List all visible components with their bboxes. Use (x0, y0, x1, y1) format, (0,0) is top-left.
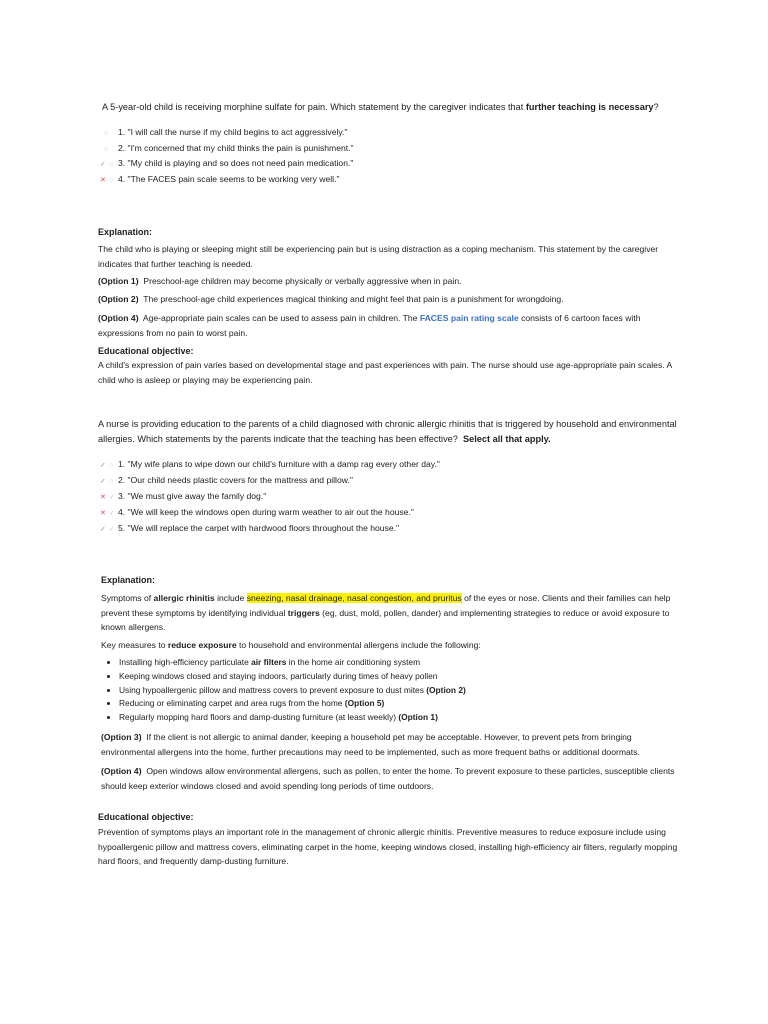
q1-question-end: ? (653, 102, 659, 112)
incorrect-x-icon: ✕ (100, 494, 106, 501)
q1-option1-explanation (98, 274, 678, 289)
q1-objective-text: A child's expression of pain varies based on developmental stage and past experiences with pain. The nurse should use age-appropriate pain scales. A child who is asleep or playing may be experiencing pain. (98, 360, 672, 385)
correct-check-icon: ✓ (100, 161, 106, 168)
text: Keeping windows closed and staying indoors, particularly during times of heavy pollen (119, 670, 438, 681)
radio-icon: ○ (104, 130, 109, 137)
text-bold: allergic rhinitis (153, 593, 215, 603)
q2-explanation-para1 (101, 591, 681, 635)
text: Regularly mopping hard floors and damp-dusting furniture (at least weekly) (119, 712, 396, 723)
list-item (119, 711, 681, 725)
text: Reducing or eliminating carpet and area rugs from the home (119, 698, 343, 709)
q2-question-text: A nurse is providing education to the parents of a child diagnosed with chronic allergic rhinitis that is triggered by household and environmental allergies. Which statements by the parents indicate that the teaching has been effective? (98, 419, 677, 444)
q1-option2-explanation (98, 292, 678, 307)
option-text-cont: consists of 6 cartoon faces with expressions from no pain to worst pain. (98, 313, 641, 338)
option-text: Age-appropriate pain scales can be used to assess pain in children. The (142, 313, 418, 323)
text-bold: triggers (287, 607, 320, 618)
q2-option-5-text: 5. "We will replace the carpet with hardwood floors throughout the house." (118, 523, 400, 533)
correct-check-icon: ✓ (100, 526, 106, 533)
radio-icon: ○ (109, 161, 114, 168)
list-item (119, 656, 681, 670)
q1-question (102, 100, 672, 115)
q1-option-2-text: 2. "I'm concerned that my child thinks the pain is punishment." (118, 143, 354, 153)
option-label: (Option 1) (98, 276, 139, 286)
text: in the home air conditioning system (288, 657, 421, 667)
q2-objective-heading: Educational objective: (98, 812, 194, 822)
option-label: (Option 4) (98, 313, 139, 323)
q1-option4-explanation (98, 311, 678, 340)
faces-scale-link[interactable]: FACES pain rating scale (419, 313, 519, 323)
text-bold: (Option 5) (344, 698, 385, 709)
highlighted-text: sneezing, nasal drainage, nasal congestion, and pruritus (246, 593, 462, 603)
checkbox-icon: ○ (109, 462, 114, 469)
option-label: (Option 2) (98, 294, 139, 304)
q1-question-emphasis: further teaching is necessary (525, 102, 654, 112)
text: to household and environmental allergens include the following: (239, 640, 481, 650)
q2-explanation-heading: Explanation: (101, 575, 156, 585)
q2-option-4[interactable] (100, 506, 414, 520)
radio-icon: ○ (104, 146, 109, 153)
radio-icon: ○ (109, 177, 114, 184)
q1-objective-heading: Educational objective: (98, 346, 194, 356)
checkbox-icon: ✓ (109, 494, 115, 501)
q1-option-3[interactable] (100, 157, 353, 171)
correct-check-icon: ✓ (100, 462, 106, 469)
text: of the eyes or nose. Clients and their families can help prevent these symptoms by identifying individual (101, 593, 671, 618)
q2-bullet-list (101, 656, 681, 725)
q2-question (98, 417, 680, 446)
q1-explanation-heading: Explanation: (98, 227, 153, 237)
correct-check-icon: ✓ (100, 478, 106, 485)
option-text: Open windows allow environmental allergens, such as pollen, to enter the home. To prevent exposure to these particles, susceptible clients should keep exterior windows closed and avoid spending long periods of time outdoors. (101, 766, 675, 791)
text: (eg, dust, mold, pollen, dander) and implementing strategies to reduce or avoid exposure to known allergens. (101, 607, 670, 632)
list-item (119, 697, 681, 711)
q2-option-2-text: 2. "Our child needs plastic covers for the mattress and pillow." (118, 475, 353, 485)
q1-option-1[interactable] (104, 126, 347, 140)
q1-option-1-text: 1. "I will call the nurse if my child begins to act aggressively." (118, 127, 348, 137)
q2-objective-text: Prevention of symptoms plays an important role in the management of chronic allergic rhinitis. Preventive measures to reduce exposure include using hypoallergenic pillow and mattress covers, eliminating carpet in the home, keeping windows closed, installing high-efficiency air filters, regularly mopping hard floors, and frequently damp-dusting furniture. (98, 827, 678, 866)
q2-option3-explanation (101, 730, 681, 759)
text-bold: air filters (251, 657, 287, 667)
q2-option-3-text: 3. "We must give away the family dog." (118, 491, 267, 501)
text: include (217, 593, 245, 603)
checkbox-icon: ✓ (109, 510, 115, 517)
option-label: (Option 3) (101, 732, 142, 742)
option-label: (Option 4) (101, 766, 142, 776)
option-text: Preschool-age children may become physically or verbally aggressive when in pain. (143, 276, 462, 286)
text-bold: reduce exposure (167, 640, 237, 650)
q2-option-1[interactable] (100, 458, 440, 472)
option-text: If the client is not allergic to animal dander, keeping a household pet may be acceptable. However, to prevent pets from bringing environmental allergens into the home, further precautions may need to be implemented, such as more frequent baths or additional doormats. (101, 732, 640, 757)
q2-option-4-text: 4. "We will keep the windows open during warm weather to air out the house." (118, 507, 414, 517)
text-bold: (Option 2) (426, 684, 466, 695)
q1-question-text: A 5-year-old child is receiving morphine sulfate for pain. Which statement by the caregiver indicates that (102, 102, 524, 112)
q1-option-4[interactable] (100, 173, 340, 187)
text: Using hypoallergenic pillow and mattress covers to prevent exposure to dust mites (119, 684, 424, 695)
text: Key measures to (101, 640, 166, 650)
list-item (119, 670, 681, 684)
q2-option-2[interactable] (100, 474, 353, 488)
text: Symptoms of (101, 593, 152, 603)
incorrect-x-icon: ✕ (100, 177, 106, 184)
option-text: The preschool-age child experiences magical thinking and might feel that pain is a punishment for wrongdoing. (143, 294, 564, 304)
q2-option-5[interactable] (100, 522, 399, 536)
incorrect-x-icon: ✕ (100, 510, 106, 517)
checkbox-icon: ✓ (109, 526, 115, 533)
q1-option-4-text: 4. "The FACES pain scale seems to be working very well." (118, 174, 340, 184)
text: Installing high-efficiency particulate (119, 657, 249, 667)
q2-explanation-para2 (101, 638, 681, 653)
q2-option4-explanation (101, 764, 681, 793)
q1-option-2[interactable] (104, 142, 354, 156)
checkbox-icon: ○ (109, 478, 114, 485)
q1-explanation-text: The child who is playing or sleeping might still be experiencing pain but is using distraction as a coping mechanism. This statement by the caregiver indicates that further teaching is needed. (98, 244, 659, 269)
q1-option-3-text: 3. "My child is playing and so does not need pain medication." (118, 158, 354, 168)
q2-option-1-text: 1. "My wife plans to wipe down our child's furniture with a damp rag every other day." (118, 459, 440, 469)
q2-question-emphasis: Select all that apply. (463, 433, 551, 444)
q2-option-3[interactable] (100, 490, 266, 504)
list-item (119, 684, 681, 698)
text-bold: (Option 1) (398, 712, 438, 723)
